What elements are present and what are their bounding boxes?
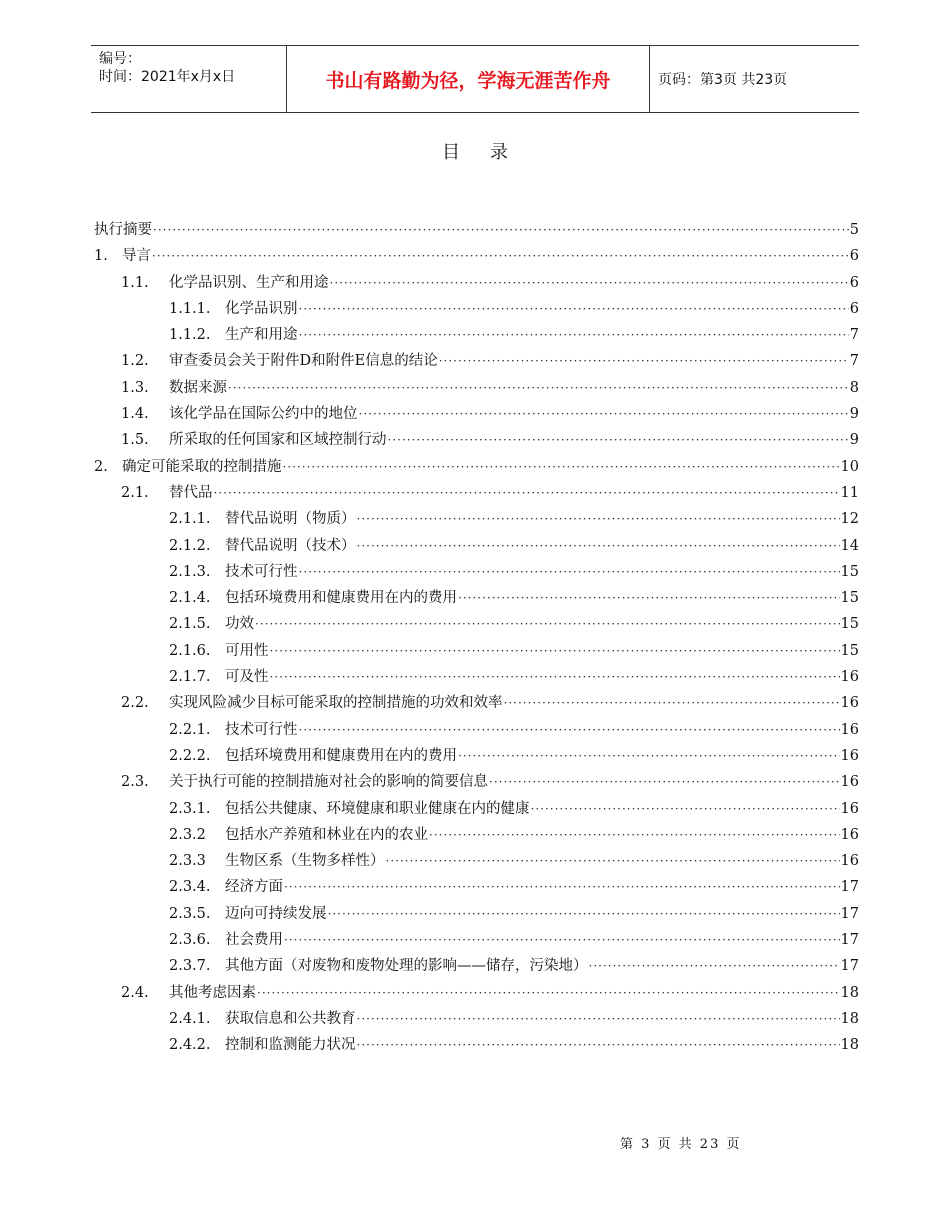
toc-entry[interactable] <box>94 560 859 586</box>
toc-leader-dots <box>270 670 840 684</box>
toc-entry-title: 包括环境费用和健康费用在内的费用 <box>225 747 457 764</box>
toc-entry[interactable] <box>94 823 859 849</box>
toc-entry-number: 2.2. <box>121 695 149 712</box>
toc-leader-dots <box>386 854 840 868</box>
toc-entry-number: 2.2.2. <box>169 747 211 764</box>
toc-entry-title: 执行摘要 <box>94 222 152 238</box>
toc-entry-number: 2.3.6. <box>169 932 211 949</box>
toc-entry-number: 2.1.5. <box>169 616 211 633</box>
toc-entry-title: 可及性 <box>225 669 269 686</box>
toc-entry-page: 16 <box>840 721 859 738</box>
toc-entry-title: 技术可行性 <box>225 721 298 738</box>
toc-entry-page: 15 <box>840 642 859 659</box>
toc-entry-page: 6 <box>849 274 859 291</box>
toc-entry-title: 包括水产养殖和林业在内的农业 <box>225 826 428 843</box>
toc-entry[interactable] <box>94 244 859 270</box>
toc-entry-title: 化学品识别、生产和用途 <box>169 274 329 291</box>
toc-entry-number: 2.1.3. <box>169 563 211 580</box>
toc-leader-dots <box>357 1012 840 1026</box>
toc-entry-title: 经济方面 <box>225 879 283 896</box>
toc-entry[interactable] <box>94 849 859 875</box>
toc-entry[interactable] <box>94 402 859 428</box>
toc-leader-dots <box>357 512 840 526</box>
page-header <box>91 45 859 113</box>
toc-entry-number: 2.4.2. <box>169 1037 211 1054</box>
page-footer: 第 3 页 共 23 页 <box>620 1137 742 1152</box>
toc-entry[interactable] <box>94 665 859 691</box>
toc-leader-dots <box>330 276 849 290</box>
toc-entry[interactable] <box>94 534 859 560</box>
toc-entry-number: 2.1.2. <box>169 537 211 554</box>
toc-entry-title: 可用性 <box>225 642 269 659</box>
toc-entry[interactable] <box>94 770 859 796</box>
toc-entry-page: 17 <box>840 905 859 922</box>
toc-leader-dots <box>283 460 840 474</box>
toc-leader-dots <box>255 617 840 631</box>
toc-leader-dots <box>284 880 840 894</box>
toc-leader-dots <box>299 723 840 737</box>
toc-entry[interactable] <box>94 612 859 638</box>
toc-entry-title: 所采取的任何国家和区域控制行动 <box>169 432 387 449</box>
toc-entry-number: 1.1. <box>121 274 149 291</box>
toc-entry[interactable] <box>94 586 859 612</box>
toc-entry-number: 2.3.2 <box>169 826 206 843</box>
table-of-contents <box>94 218 859 1060</box>
toc-leader-dots <box>299 328 849 342</box>
time-label: 时间：2021年x月x日 <box>99 69 236 85</box>
toc-entry-title: 包括公共健康、环境健康和职业健康在内的健康 <box>225 800 530 817</box>
toc-entry-title: 替代品说明（技术） <box>225 537 356 554</box>
toc-entry-page: 5 <box>849 222 859 238</box>
toc-entry-title: 控制和监测能力状况 <box>225 1037 356 1054</box>
toc-entry-title: 审查委员会关于附件D和附件E信息的结论 <box>169 353 438 370</box>
toc-entry-title: 其他考虑因素 <box>169 984 256 1001</box>
toc-entry-page: 18 <box>840 984 859 1001</box>
toc-entry[interactable] <box>94 218 859 244</box>
toc-entry[interactable] <box>94 376 859 402</box>
toc-leader-dots <box>299 302 849 316</box>
header-meta <box>91 46 287 112</box>
toc-entry-page: 16 <box>840 774 859 791</box>
toc-leader-dots <box>439 354 849 368</box>
toc-entry-title: 确定可能采取的控制措施 <box>122 458 282 475</box>
toc-entry[interactable] <box>94 428 859 454</box>
toc-entry-title: 生产和用途 <box>225 327 298 344</box>
toc-entry[interactable] <box>94 744 859 770</box>
toc-entry-page: 10 <box>840 458 859 475</box>
toc-entry-number: 1.4. <box>121 406 149 423</box>
toc-entry-number: 2. <box>94 458 108 475</box>
toc-entry-number: 2.3.7. <box>169 958 211 975</box>
toc-entry-number: 2.3.1. <box>169 800 211 817</box>
toc-entry[interactable] <box>94 902 859 928</box>
toc-entry[interactable] <box>94 1033 859 1059</box>
toc-entry-title: 包括环境费用和健康费用在内的费用 <box>225 590 457 607</box>
toc-entry-number: 2.3.4. <box>169 879 211 896</box>
toc-leader-dots <box>531 802 840 816</box>
toc-entry-page: 7 <box>849 353 859 370</box>
header-motto: 书山有路勤为径，学海无涯苦作舟 <box>287 46 650 112</box>
toc-entry-page: 17 <box>840 932 859 949</box>
toc-entry-page: 18 <box>840 1037 859 1054</box>
toc-leader-dots <box>429 828 840 842</box>
toc-entry-number: 2.1.1. <box>169 511 211 528</box>
toc-entry-page: 6 <box>849 300 859 317</box>
toc-entry-number: 2.1.7. <box>169 669 211 686</box>
toc-leader-dots <box>228 381 849 395</box>
toc-entry-number: 2.3.3 <box>169 853 206 870</box>
toc-entry-title: 迈向可持续发展 <box>225 905 327 922</box>
toc-entry[interactable] <box>94 954 859 980</box>
toc-leader-dots <box>458 749 840 763</box>
toc-entry-number: 2.2.1. <box>169 721 211 738</box>
toc-leader-dots <box>299 565 840 579</box>
toc-leader-dots <box>359 407 849 421</box>
toc-entry-title: 生物区系（生物多样性） <box>225 853 385 870</box>
toc-entry-page: 9 <box>849 432 859 449</box>
toc-entry-page: 16 <box>840 695 859 712</box>
toc-leader-dots <box>388 433 849 447</box>
toc-entry-page: 15 <box>840 590 859 607</box>
toc-entry-number: 2.4. <box>121 984 149 1001</box>
toc-entry-page: 18 <box>840 1010 859 1027</box>
toc-entry-number: 2.4.1. <box>169 1010 211 1027</box>
toc-leader-dots <box>328 907 840 921</box>
toc-entry-number: 1.2. <box>121 353 149 370</box>
toc-entry-title: 替代品 <box>169 484 213 501</box>
toc-entry[interactable] <box>94 297 859 323</box>
toc-entry-title: 其他方面（对废物和废物处理的影响——储存，污染地） <box>225 958 588 975</box>
toc-entry-page: 16 <box>840 826 859 843</box>
toc-entry-page: 8 <box>849 379 859 396</box>
toc-leader-dots <box>152 249 849 263</box>
toc-entry[interactable] <box>94 981 859 1007</box>
toc-entry[interactable] <box>94 875 859 901</box>
toc-entry-number: 1.1.1. <box>169 300 211 317</box>
toc-leader-dots <box>153 223 849 237</box>
toc-leader-dots <box>458 591 840 605</box>
toc-entry-page: 15 <box>840 563 859 580</box>
toc-leader-dots <box>257 986 840 1000</box>
toc-leader-dots <box>504 696 840 710</box>
toc-entry-title: 数据来源 <box>169 379 227 396</box>
toc-entry[interactable] <box>94 271 859 297</box>
toc-entry-page: 16 <box>840 747 859 764</box>
toc-entry-page: 16 <box>840 669 859 686</box>
toc-entry-page: 16 <box>840 800 859 817</box>
toc-leader-dots <box>357 1038 840 1052</box>
toc-entry-title: 实现风险减少目标可能采取的控制措施的功效和效率 <box>169 695 503 712</box>
toc-entry-page: 17 <box>840 958 859 975</box>
toc-entry-page: 15 <box>840 616 859 633</box>
toc-leader-dots <box>589 959 840 973</box>
toc-entry-title: 化学品识别 <box>225 300 298 317</box>
code-label: 编号： <box>99 51 141 67</box>
toc-entry-title: 替代品说明（物质） <box>225 511 356 528</box>
toc-entry-page: 7 <box>849 327 859 344</box>
toc-entry-number: 2.3. <box>121 774 149 791</box>
toc-entry-page: 6 <box>849 248 859 265</box>
toc-entry[interactable] <box>94 323 859 349</box>
toc-entry-number: 2.1.4. <box>169 590 211 607</box>
toc-entry-number: 2.1.6. <box>169 642 211 659</box>
toc-entry-page: 16 <box>840 853 859 870</box>
toc-entry-number: 2.3.5. <box>169 905 211 922</box>
toc-entry-page: 11 <box>840 484 859 501</box>
toc-leader-dots <box>489 775 840 789</box>
toc-entry-title: 社会费用 <box>225 932 283 949</box>
toc-entry[interactable] <box>94 481 859 507</box>
toc-entry[interactable] <box>94 1007 859 1033</box>
toc-entry[interactable] <box>94 718 859 744</box>
toc-entry-number: 1.3. <box>121 379 149 396</box>
toc-entry-title: 功效 <box>225 616 254 633</box>
toc-entry-title: 该化学品在国际公约中的地位 <box>169 406 358 423</box>
toc-title: 目录 <box>442 142 538 163</box>
toc-entry-page: 17 <box>840 879 859 896</box>
toc-entry[interactable] <box>94 797 859 823</box>
toc-leader-dots <box>357 539 840 553</box>
toc-leader-dots <box>214 486 840 500</box>
toc-entry[interactable] <box>94 349 859 375</box>
toc-leader-dots <box>270 644 840 658</box>
toc-entry-title: 导言 <box>122 248 151 265</box>
toc-entry-page: 12 <box>840 511 859 528</box>
toc-entry[interactable] <box>94 455 859 481</box>
toc-entry-number: 1.1.2. <box>169 327 211 344</box>
toc-entry-page: 14 <box>840 537 859 554</box>
toc-leader-dots <box>284 933 840 947</box>
toc-entry-page: 9 <box>849 406 859 423</box>
toc-entry-title: 关于执行可能的控制措施对社会的影响的简要信息 <box>169 774 488 791</box>
toc-entry-number: 1.5. <box>121 432 149 449</box>
header-page-info: 页码：第3页 共23页 <box>658 72 788 88</box>
toc-entry-title: 获取信息和公共教育 <box>225 1010 356 1027</box>
toc-entry-number: 1. <box>94 248 108 265</box>
toc-entry-number: 2.1. <box>121 484 149 501</box>
toc-entry-title: 技术可行性 <box>225 563 298 580</box>
toc-entry[interactable] <box>94 928 859 954</box>
toc-entry[interactable] <box>94 639 859 665</box>
toc-entry[interactable] <box>94 691 859 717</box>
toc-entry[interactable] <box>94 507 859 533</box>
